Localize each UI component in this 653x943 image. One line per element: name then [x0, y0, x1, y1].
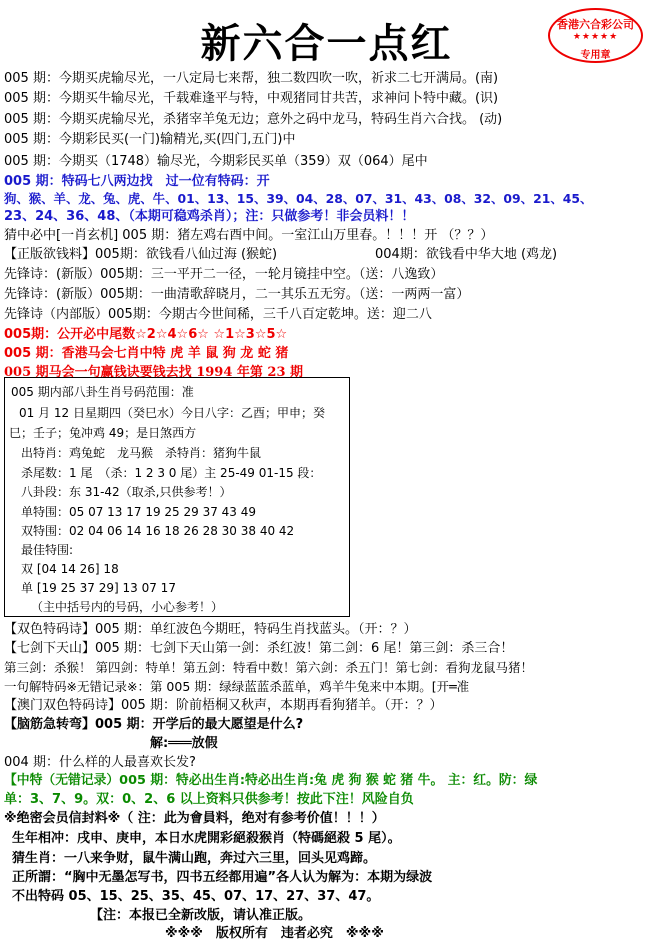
member-line: 猜生肖：一八来争财，鼠牛满山跑，奔过六三里，回头见鸡蹄。 [12, 851, 377, 866]
seven-swords-line: 第三剑：杀猴！ 第四剑：特单！第五剑：特看中数！第六剑：杀五门！第七剑：看狗龙鼠马猪！ [4, 660, 533, 675]
box-line: （主中括号内的号码，小心参考！） [31, 600, 224, 614]
riddle-line: 【脑筋急转弯】005 期：开学后的最大愿望是什么? [4, 717, 304, 732]
page-title: 新六合一点红 [200, 20, 453, 67]
prediction-line: 005 期：今期买牛输尽光，千载难逢平与特，中观猪同甘共苦，求神问卜特中藏。(识) [4, 91, 499, 106]
seal-stars: ★★★★★ [572, 32, 619, 42]
riddle-answer: 解:═══放假 [150, 736, 218, 751]
notice-line: 【注：本报已全新改版，请认准正版。 [90, 908, 312, 923]
special-code-numbers: 狗、猴、羊、龙、兔、虎、牛、01、13、15、39、04、28、07、31、43、08、32、09、21、45、 [4, 191, 593, 206]
seal-bottom-text: 专用章 [580, 50, 611, 61]
member-line: 正所謂：“胸中无墨怎写书，四书五经都用遍”各人认为解为：本期为绿波 [12, 870, 433, 885]
riddle-line-previous: 004 期：什么样的人最喜欢长发? [4, 755, 196, 770]
macau-poem-line: 【澳门双色特码诗】005 期：阶前梧桐又秋声，本期再看狗猪羊。（开：？） [4, 698, 443, 713]
slogan-line: 005 期马会一句赢钱诀要钱去找 1994 年第 23 期 [4, 365, 304, 380]
prediction-line: 005 期：今期买虎输尽光，杀猪宰羊兔无边；意外之码中龙马，特码生肖六合找。 (动) [4, 112, 503, 127]
box-line: 双 [04 14 26] 18 [21, 562, 119, 576]
box-line: 巳；壬子；兔冲鸡 49；是日煞西方 [9, 426, 197, 440]
poem-line: 先锋诗：(新版）005期：一曲清歌辞晓月，二一其乐五无穷。（送：一两两一富） [4, 287, 470, 302]
company-seal [548, 8, 643, 63]
box-line: 出特肖：鸡兔蛇 龙马猴 杀特肖：猪狗牛鼠 [21, 446, 262, 460]
member-envelope-title: ※绝密会员信封料※（ 注：此为會員料，绝对有参考价值！！！） [4, 811, 385, 826]
seven-swords-line: 【七剑下天山】005 期：七剑下天山第一剑：杀红波！第二剑：6 尾！第三剑：杀三合！ [4, 641, 514, 656]
poem-line: 先锋诗（内部版）005期：今期古今世间稀，三千八百定乾坤。送：迎二八 [4, 307, 432, 322]
prediction-line: 005 期：今期彩民买(一门)输精光,买(四门,五门)中 [4, 132, 296, 147]
zhengban-line: 【正版欲钱料】005期：欲钱看八仙过海 (猴蛇) [4, 247, 278, 262]
box-line: 杀尾数：1 尾 （杀：1 2 3 0 尾）主 25-49 01-15 段： [21, 466, 322, 480]
member-line: 不出特码 05、15、25、35、45、07、17、27、37、47。 [12, 889, 380, 904]
special-code-line: 005 期：特码七八两边找 过一位有特码：开 [4, 174, 270, 189]
member-line: 生年相冲：戌申、庚申，本日水虎開彩絕殺猴肖（特碼絕殺 5 尾）。 [12, 831, 401, 846]
box-line: 005 期内部八卦生肖号码范围：准 [11, 385, 194, 399]
box-line: 最佳特围: [21, 543, 74, 557]
one-sentence-line: 一句解特码※无错记录※：第 005 期：绿绿蓝蓝杀蓝单，鸡羊牛兔来中本期。[开═准 [4, 679, 470, 694]
seven-zodiac-line: 005 期：香港马会七肖中特 虎 羊 鼠 狗 龙 蛇 猪 [4, 346, 289, 361]
one-zodiac-line: 猜中必中[一肖玄机] 005 期：猪左鸡右酉中间。一室江山万里春。！！！开 （？？） [4, 228, 494, 243]
copyright-line: ※※※ 版权所有 违者必究 ※※※ [165, 926, 384, 941]
box-line: 单特围：05 07 13 17 19 25 29 37 43 49 [21, 505, 257, 519]
box-line: 01 月 12 日星期四（癸巳水）今日八字：乙酉；甲申；癸 [19, 406, 325, 420]
box-line: 单 [19 25 37 29] 13 07 17 [21, 581, 176, 595]
tail-number-line: 005期：公开必中尾数☆2☆4☆6☆ ☆1☆3☆5☆ [4, 327, 288, 342]
poem-line: 先锋诗：(新版）005期：三一平开二一径，一轮月镜挂中空。（送：八逸致） [4, 267, 444, 282]
two-color-poem: 【双色特码诗】005 期：单红波色今期旺，特码生肖找蓝头。（开：？） [4, 622, 417, 637]
single-double-line: 单：3、7、9。双：0、2、6 以上资料只供参考！按此下注！风险自负 [4, 792, 414, 807]
special-zodiac-line: 【中特（无错记录）005 期：特必出生肖:特必出生肖:兔 虎 狗 猴 蛇 猪 牛。 主：红。防：绿 [4, 773, 538, 788]
prediction-line: 005 期：今期买（1748）输尽光，今期彩民买单（359）双（064）尾中 [4, 154, 428, 169]
zhengban-line-previous: 004期：欲钱看中华大地 (鸡龙) [375, 247, 558, 262]
box-line: 双特围：02 04 06 14 16 18 26 28 30 38 40 42 [21, 524, 295, 538]
bagua-box [4, 377, 350, 617]
seal-top-text: 香港六合彩公司 [557, 18, 634, 31]
prediction-line: 005 期：今期买虎输尽光，一八定局七来帮，独二数四吹一吹，祈求二七开满局。(南) [4, 71, 499, 86]
special-code-note: 23、24、36、48、（本期可稳鸡杀肖）；注：只做参考！非会员料！！ [4, 209, 415, 224]
box-line: 八卦段：东 31-42（取杀,只供参考！） [21, 485, 232, 499]
